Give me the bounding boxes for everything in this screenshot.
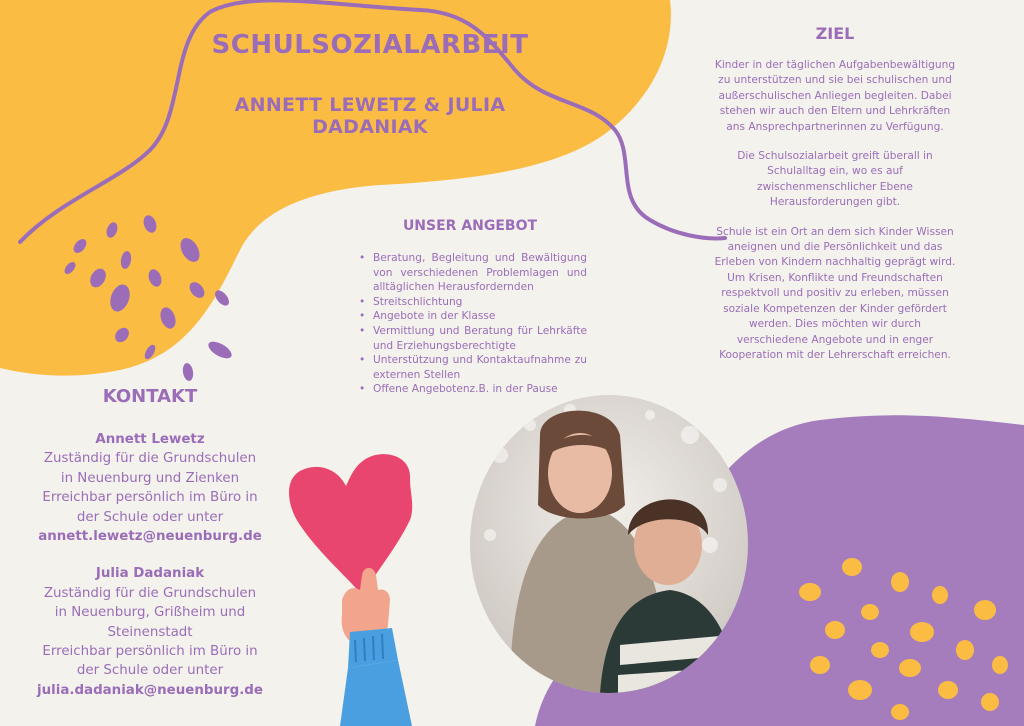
- contact-line: Zuständig für die Grundschulen: [43, 451, 257, 467]
- angebot-heading: UNSER ANGEBOT: [402, 218, 538, 234]
- contact-line: Steinenstadt: [107, 624, 193, 640]
- angebot-item: • Beratung, Begleitung und Bewältigung von verschiedenen Problemlagen und alltäglichen Herausfordernden: [357, 251, 587, 295]
- ziel-paragraph: Kinder in der täglichen Aufgabenbewältigung zu unterstützen und sie bei schulischen und außerschulischen Anliegen begleiten. Dabei stehen wir auch den Eltern und Lehrkräften ans Ansprechpartnerinnen zu Verfügung.: [714, 59, 956, 133]
- kontakt-heading: KONTAKT: [102, 386, 198, 407]
- ziel-paragraph: Schule ist ein Ort an dem sich Kinder Wissen aneignen und die Persönlichkeit und das Erleben von Kindern nachhaltig geprägt wird. Um Krisen, Konflikte und Freundschaften respektvoll und positiv zu erleben, müssen soziale Kompetenzen der Kinder gefördert werden. Dies möchten wir durch verschiedene Angebote und in enger Kooperation mit der Lehrerschaft erreichen.: [714, 225, 956, 361]
- hand-icon: [340, 568, 412, 726]
- ziel-text: [712, 58, 958, 377]
- contact-email-link[interactable]: annett.lewetz@neuenburg.de: [38, 529, 262, 545]
- angebot-item: • Vermittlung und Beratung für Lehrkäfte und Erziehungsberechtigte: [357, 324, 587, 353]
- ziel-heading: ZIEL: [815, 24, 855, 43]
- angebot-item: • Unterstützung und Kontaktaufnahme zu externen Stellen: [357, 353, 587, 382]
- contact-name: Julia Dadaniak: [95, 566, 205, 582]
- kontakt-block: [30, 430, 270, 700]
- contact-line: in Neuenburg und Zienken: [60, 470, 240, 486]
- team-names: ANNETT LEWETZ & JULIA DADANIAK: [234, 94, 506, 138]
- contact-line: Zuständig für die Grundschulen: [43, 585, 257, 601]
- heart-icon: [289, 454, 412, 595]
- contact-line: Erreichbar persönlich im Büro in: [42, 490, 258, 506]
- team-photo: [470, 395, 748, 693]
- contact-line: der Schule oder unter: [76, 509, 224, 525]
- page-title: SCHULSOZIALARBEIT: [211, 30, 529, 60]
- contact-line: Erreichbar persönlich im Büro in: [42, 644, 258, 660]
- angebot-item: • Angebote in der Klasse: [357, 309, 587, 324]
- contact-line: der Schule oder unter: [76, 663, 224, 679]
- contact-email-link[interactable]: julia.dadaniak@neuenburg.de: [37, 682, 263, 698]
- contact-line: in Neuenburg, Grißheim und: [54, 605, 246, 621]
- angebot-item: • Streitschlichtung: [357, 295, 587, 310]
- angebot-list: [357, 251, 587, 397]
- ziel-paragraph: Die Schulsozialarbeit greift überall in Schulalltag ein, wo es auf zwischenmenschlicher Ebene Herausforderungen gibt.: [737, 150, 933, 209]
- angebot-item: • Offene Angebotenz.B. in der Pause: [357, 382, 587, 397]
- contact-name: Annett Lewetz: [95, 432, 205, 447]
